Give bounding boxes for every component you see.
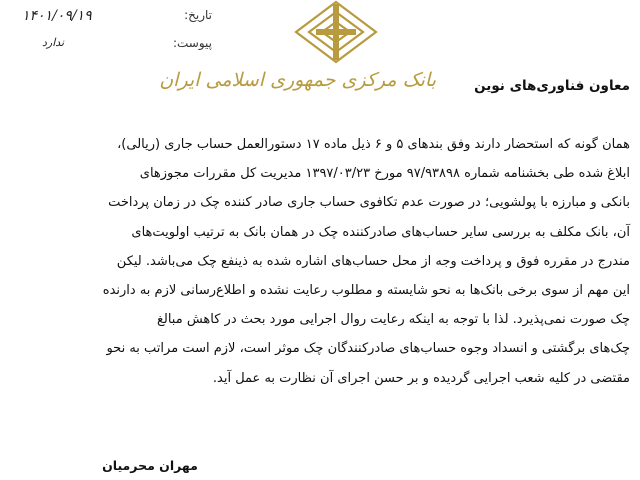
body-line: آن، بانک مکلف به بررسی سایر حساب‌های صادرکننده چک در همان بانک به ترتیب اولویت‌های bbox=[131, 224, 630, 240]
letter-body bbox=[22, 130, 630, 393]
body-line: مقتضی در کلیه شعب اجرایی گردیده و بر حسن اجرای آن نظارت به عمل آید. bbox=[212, 370, 630, 386]
date-label: تاریخ: bbox=[184, 8, 212, 22]
body-line: ابلاغ شده طی بخشنامه شماره ۹۷/۹۳۸۹۸ مورخ ۱۳۹۷/۰۳/۲۳ مدیریت کل مقررات مجوزهای bbox=[139, 166, 630, 182]
signatory-name: مهران محرمیان bbox=[102, 458, 198, 473]
office-title: معاون فناوری‌های نوین bbox=[474, 78, 630, 94]
body-line: بانکی و مبارزه با پولشویی؛ در صورت عدم تکافوی حساب جاری صادر کننده چک در زمان پرداخت bbox=[108, 195, 630, 211]
body-line: چک‌های برگشتی و انسداد وجوه حساب‌های صادرکنندگان چک موثر است، لازم است مراتب به نحو bbox=[106, 341, 630, 357]
attachment-label: پیوست: bbox=[172, 36, 212, 50]
body-line: همان گونه که استحضار دارند وفق بندهای ۵ و ۶ ذیل ماده ۱۷ دستورالعمل حساب جاری (ریالی)، bbox=[117, 137, 630, 152]
date-value: ۱۴۰۱/۰۹/۱۹ bbox=[22, 8, 92, 24]
bank-name-calligraphy: بانک مرکزی جمهوری اسلامی ایران bbox=[159, 69, 436, 91]
body-line: چک صورت نمی‌پذیرد. لذا با توجه به اینکه رعایت روال اجرایی مورد بحث در کاهش مبالغ bbox=[156, 312, 630, 328]
attachment-row bbox=[22, 36, 212, 56]
body-line: مندرج در مقرره فوق و پرداخت وجه از محل حساب‌های اشاره شده به ذینفع چک می‌باشد. لیکن bbox=[116, 253, 630, 269]
body-line: این مهم از سوی برخی بانک‌ها به نحو شایسته و مطلوب رعایت نشده و اطلاع‌رسانی لازم به دارنده bbox=[102, 282, 630, 298]
attachment-value: ندارد bbox=[42, 36, 65, 49]
date-row bbox=[22, 8, 212, 28]
bank-logo bbox=[290, 0, 382, 64]
